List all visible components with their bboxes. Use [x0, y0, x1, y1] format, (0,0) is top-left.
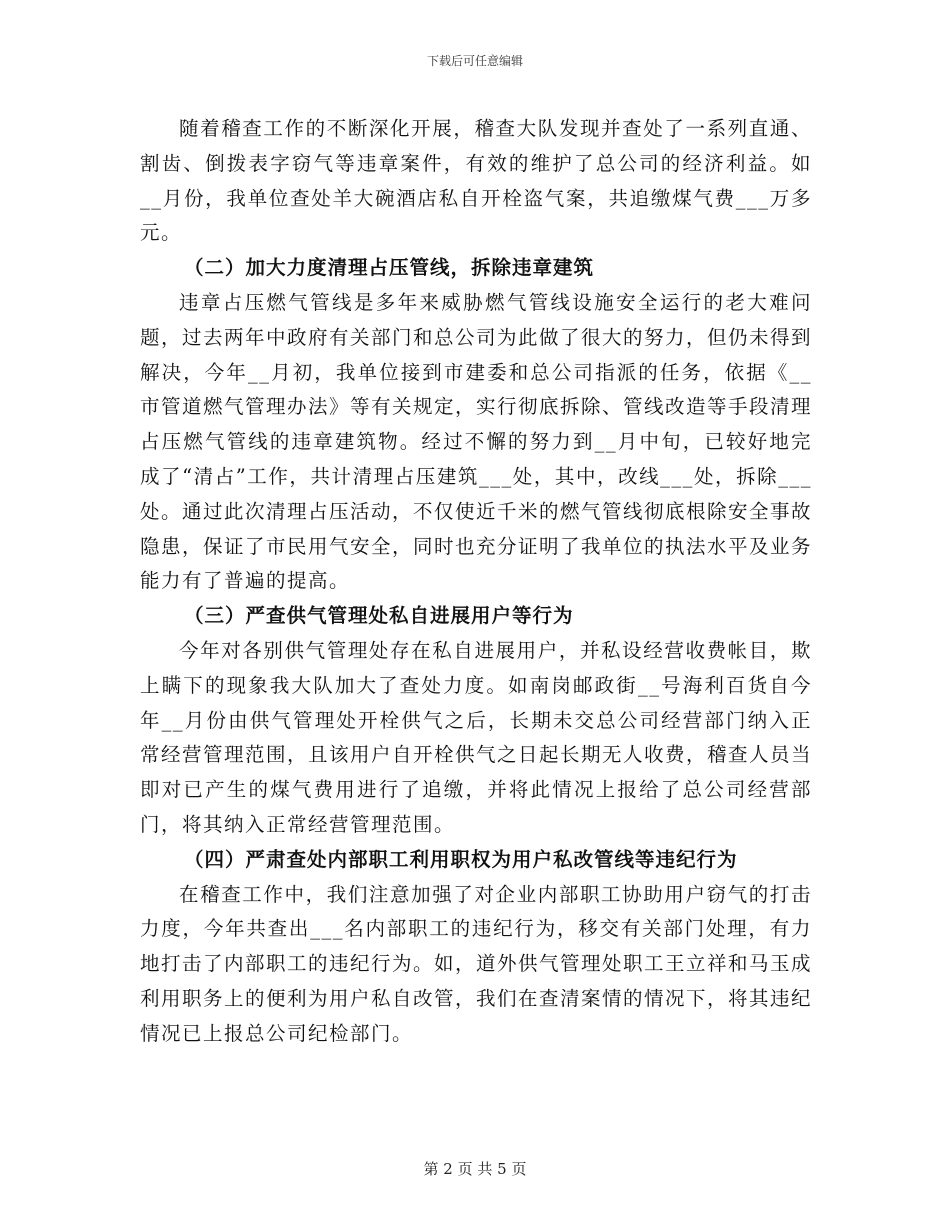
page-footer: 第 2 页 共 5 页 [423, 1160, 527, 1178]
paragraph-2: 违章占压燃气管线是多年来威胁燃气管线设施安全运行的老大难问题，过去两年中政府有关部门和总公司为此做了很大的努力，但仍未得到解决，今年__月初，我单位接到市建委和总公司指派的任务，依据《__市管道燃气管理办法》等有关规定，实行彻底拆除、管线改造等手段清理占压燃气管线的违章建筑物。经过不懈的努力到__月中旬，已较好地完成了“清占”工作，共计清理占压建筑___处，其中，改线___处，拆除___处。通过此次清理占压活动，不仅使近千米的燃气管线彻底根除安全事故隐患，保证了市民用气安全，同时也充分证明了我单位的执法水平及业务能力有了普遍的提高。 [140, 290, 813, 593]
paragraph-4: 在稽查工作中，我们注意加强了对企业内部职工协助用户窃气的打击力度，今年共查出___名内部职工的违纪行为，移交有关部门处理，有力地打击了内部职工的违纪行为。如，道外供气管理处职工王立祥和马玉成利用职务上的便利为用户私自改管，我们在查清案情的情况下，将其违纪情况已上报总公司纪检部门。 [140, 882, 813, 1045]
paragraph-3: 今年对各别供气管理处存在私自进展用户，并私设经营收费帐目，欺上瞒下的现象我大队加大了查处力度。如南岗邮政街__号海利百货自今年__月份由供气管理处开栓供气之后，长期未交总公司经营部门纳入正常经营管理范围，且该用户自开栓供气之日起长期无人收费，稽查人员当即对已产生的煤气费用进行了追缴，并将此情况上报给了总公司经营部门，将其纳入正常经营管理范围。 [140, 638, 813, 836]
paragraph-1: 随着稽查工作的不断深化开展，稽查大队发现并查处了一系列直通、割齿、倒拨表字窃气等违章案件，有效的维护了总公司的经济利益。如__月份，我单位查处羊大碗酒店私自开栓盗气案，共追缴煤气费___万多元。 [140, 117, 812, 245]
section-heading-4: （四）严肃查处内部职工利用职权为用户私改管线等违纪行为 [184, 847, 738, 871]
section-heading-2: （二）加大力度清理占压管线，拆除违章建筑 [184, 256, 595, 280]
page-header: 下载后可任意编辑 [426, 54, 523, 68]
section-heading-3: （三）严查供气管理处私自进展用户等行为 [184, 604, 574, 628]
document-body [140, 112, 812, 1052]
